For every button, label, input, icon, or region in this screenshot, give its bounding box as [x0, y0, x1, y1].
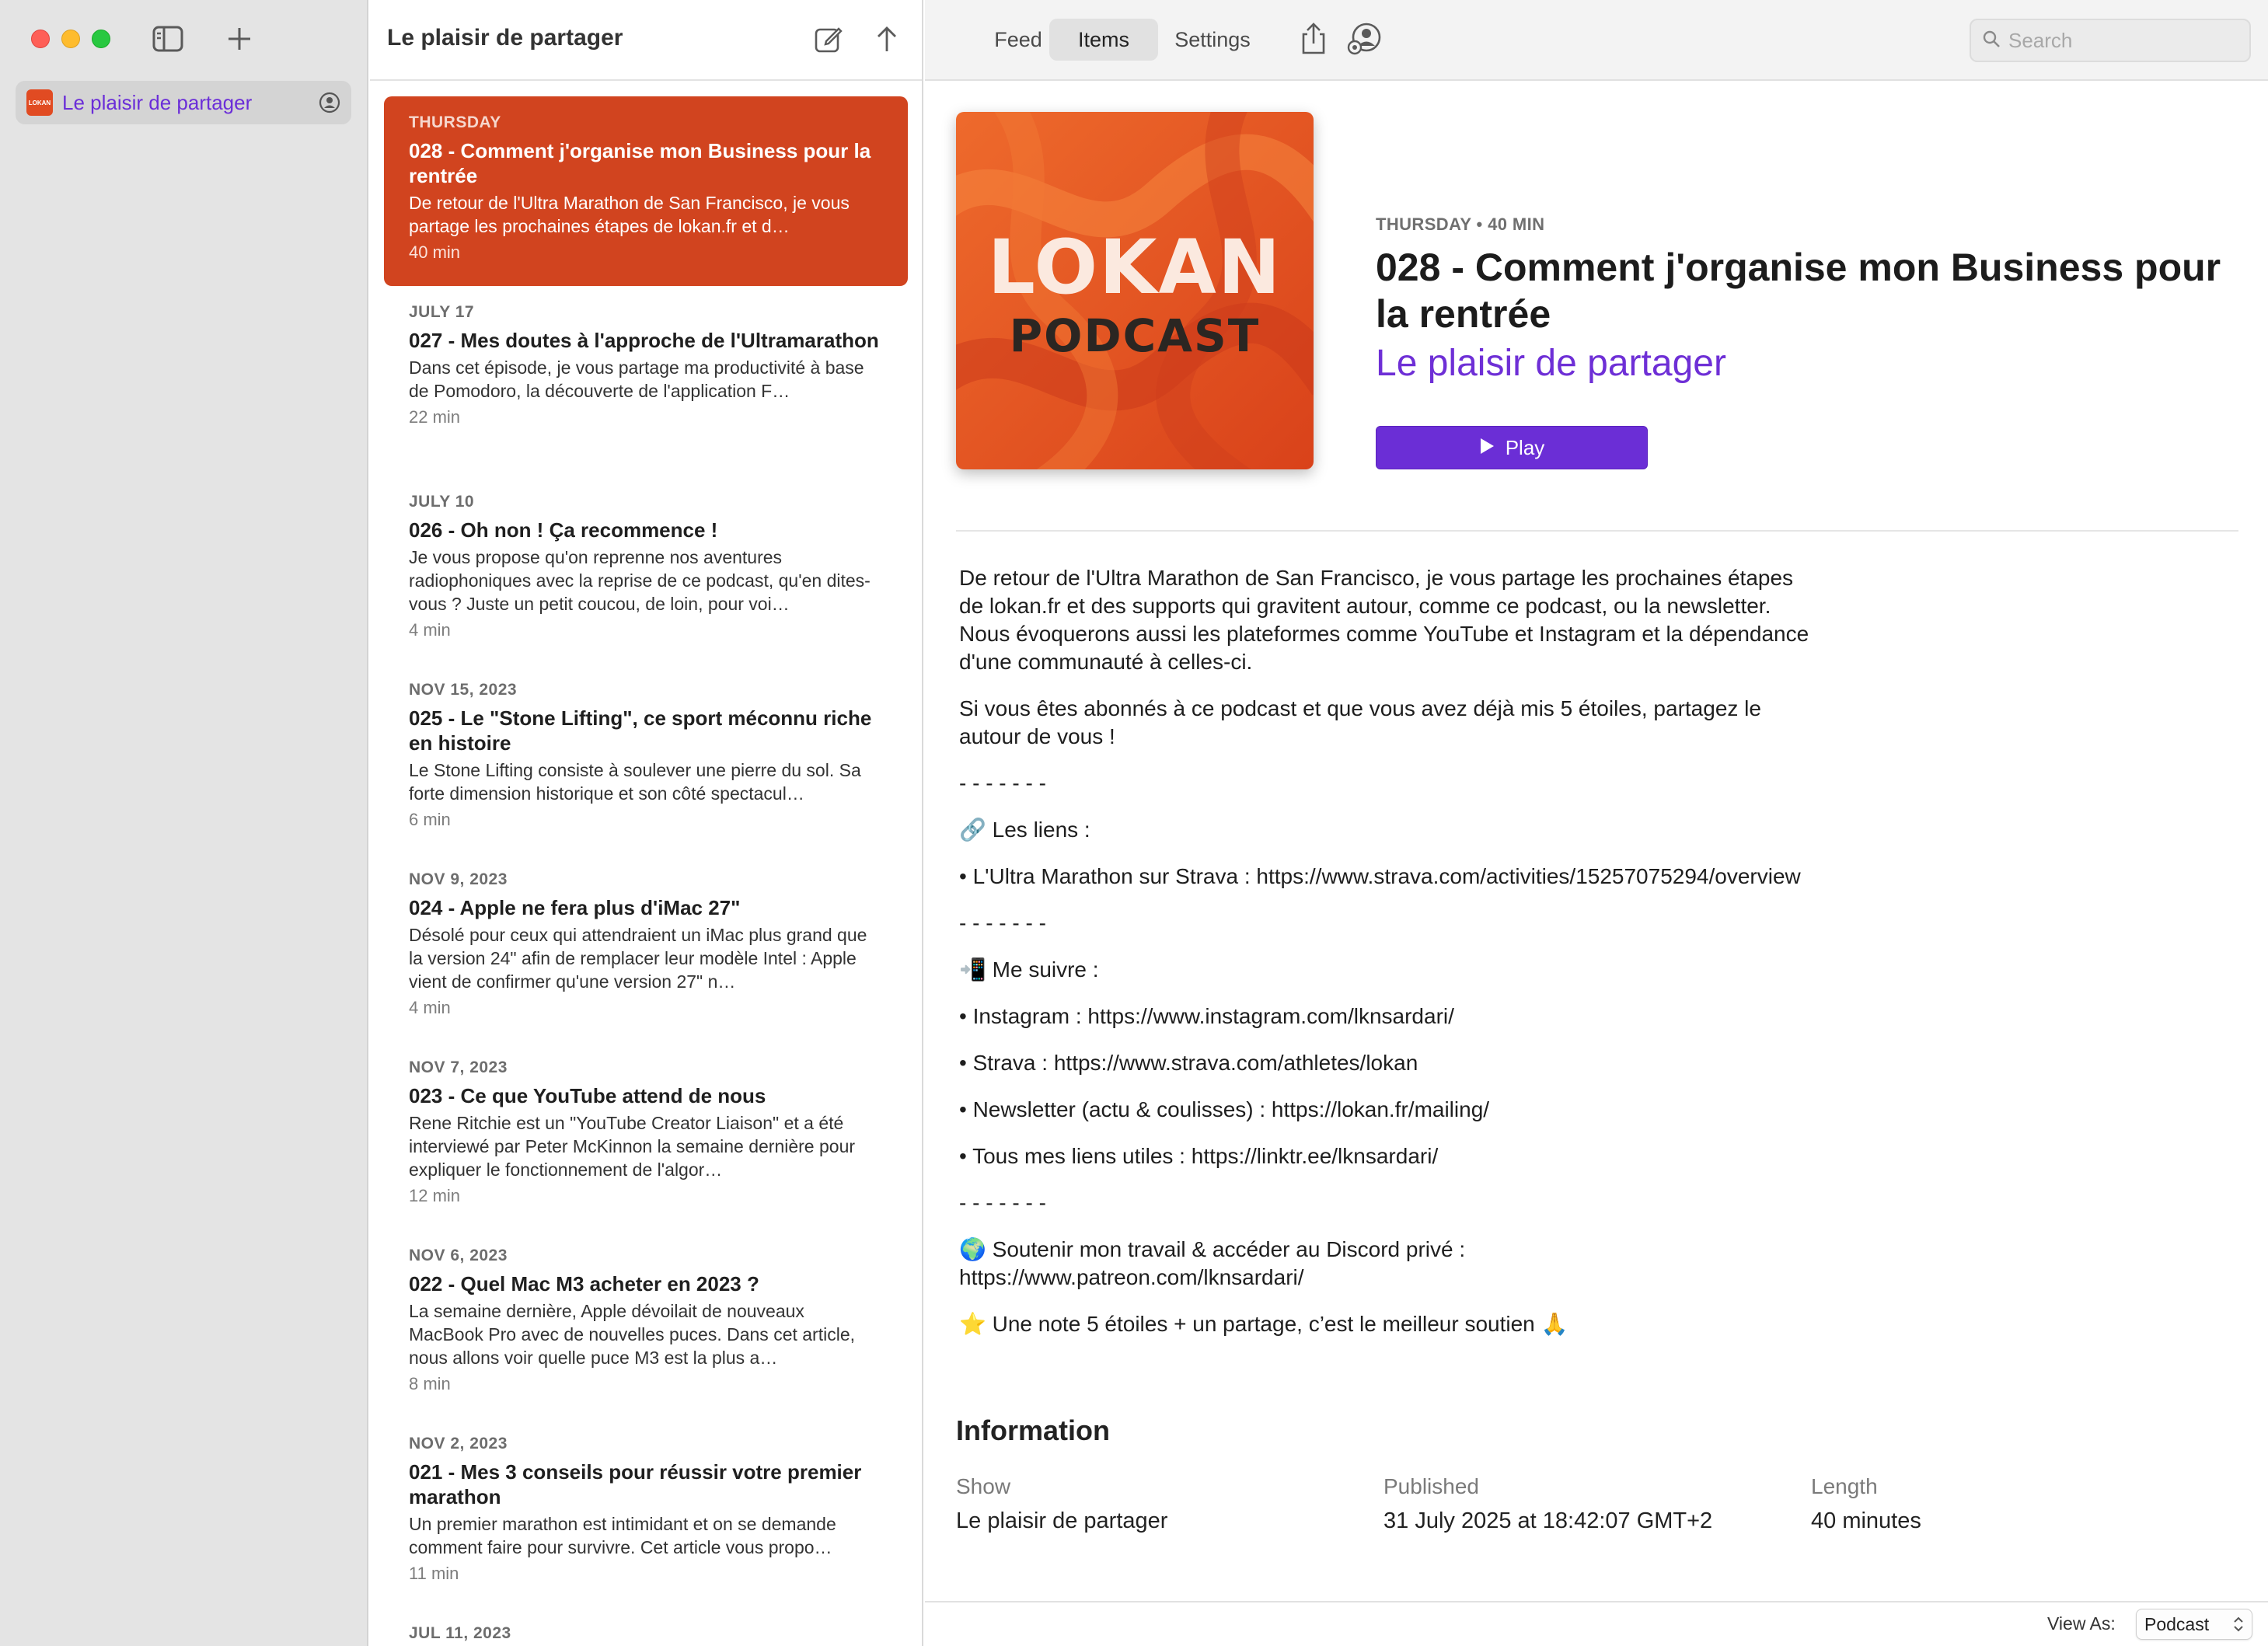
sidebar-item-feed[interactable]: [16, 81, 351, 124]
zoom-window-button[interactable]: [92, 30, 110, 48]
item-title: 022 - Quel Mac M3 acheter en 2023 ?: [409, 1272, 759, 1296]
info-label: Length: [1811, 1474, 1878, 1498]
arrow-up-icon[interactable]: [871, 23, 902, 54]
info-value: Le plaisir de partager: [956, 1508, 1168, 1533]
add-feed-icon[interactable]: [224, 22, 255, 56]
item-description: Un premier marathon est intimidant et on se demande comment faire pour survivre. Cet article vous propo…: [409, 1514, 836, 1557]
item-title: 024 - Apple ne fera plus d'iMac 27": [409, 896, 741, 919]
status-bar: [925, 1601, 2268, 1646]
link-newsletter[interactable]: • Newsletter (actu & coulisses) : https://lokan.fr/mailing/: [959, 1097, 1490, 1121]
item-title: 027 - Mes doutes à l'approche de l'Ultramarathon: [409, 329, 879, 352]
list-item[interactable]: [384, 1418, 908, 1607]
link-strava-athlete[interactable]: • Strava : https://www.strava.com/athletes/lokan: [959, 1051, 1418, 1075]
separator-text: - - - - - - -: [959, 911, 1046, 935]
item-duration: 11 min: [409, 1564, 459, 1583]
person-circle-icon: [319, 92, 340, 113]
feed-thumbnail: [26, 89, 53, 116]
item-title: 021 - Mes 3 conseils pour réussir votre premier marathon: [409, 1460, 862, 1508]
list-item[interactable]: [384, 286, 908, 476]
information-heading: Information: [956, 1414, 1110, 1446]
item-duration: 4 min: [409, 998, 451, 1017]
list-item[interactable]: [384, 1041, 908, 1229]
view-as-select[interactable]: [2136, 1609, 2252, 1640]
compose-icon[interactable]: [813, 23, 844, 54]
item-date: JULY 17: [409, 303, 475, 321]
list-item[interactable]: [384, 476, 908, 664]
list-item[interactable]: [384, 1229, 908, 1418]
info-label: Show: [956, 1474, 1011, 1498]
item-duration: 22 min: [409, 407, 461, 427]
share-icon[interactable]: [1296, 22, 1331, 56]
artwork-title: LOKAN: [987, 224, 1282, 311]
person-gear-icon[interactable]: [1346, 22, 1383, 56]
item-title: 025 - Le "Stone Lifting", ce sport méconnu riche en histoire: [409, 706, 872, 755]
item-description: Le Stone Lifting consiste à soulever une pierre du sol. Sa forte dimension historique et son côté spectacul…: [409, 760, 861, 804]
sidebar: [0, 0, 368, 1646]
info-label: Published: [1383, 1474, 1479, 1498]
close-window-button[interactable]: [31, 30, 50, 48]
item-date: THURSDAY: [409, 113, 501, 131]
minimize-window-button[interactable]: [61, 30, 80, 48]
description-paragraph: Si vous êtes abonnés à ce podcast et que vous avez déjà mis 5 étoiles, partagez le autour de vous !: [959, 696, 1761, 748]
link-patreon[interactable]: 🌍 Soutenir mon travail & accéder au Discord privé : https://www.patreon.com/lknsardari/: [959, 1237, 1466, 1289]
feed-thumbnail-text: LOKAN: [28, 99, 51, 106]
list-item[interactable]: [384, 96, 908, 286]
info-value: 40 minutes: [1811, 1508, 1921, 1533]
info-length: [1811, 1472, 1921, 1537]
list-title: Le plaisir de partager: [387, 25, 623, 51]
item-duration: 4 min: [409, 620, 451, 640]
artwork-subtitle: PODCAST: [1009, 309, 1261, 362]
search-field[interactable]: [1970, 19, 2251, 62]
item-description: Dans cet épisode, je vous partage ma productivité à base de Pomodoro, la découverte de l'application F…: [409, 357, 864, 401]
view-as-label: View As:: [2047, 1613, 2116, 1634]
link-instagram[interactable]: • Instagram : https://www.instagram.com/lknsardari/: [959, 1004, 1454, 1028]
episode-list-pane: [370, 0, 923, 1646]
chevron-up-down-icon: [2231, 1614, 2245, 1634]
description-paragraph: De retour de l'Ultra Marathon de San Francisco, je vous partage les prochaines étapes de lokan.fr et des supports qui gravitent autour, comme ce podcast, ou la newsletter. Nous évoquerons aussi les plateformes comme YouTube et Instagram et la dépendance d'une communauté à celles-ci.: [959, 566, 1809, 674]
list-header: [370, 0, 923, 81]
item-description: Désolé pour ceux qui attendraient un iMac plus grand que la version 24" afin de remplacer leur modèle Intel : Apple vient de confirmer qu'une version 27" n…: [409, 925, 867, 992]
item-duration: 12 min: [409, 1186, 461, 1205]
item-description: De retour de l'Ultra Marathon de San Francisco, je vous partage les prochaines étapes de lokan.fr et d…: [409, 193, 850, 236]
play-icon: [1479, 436, 1495, 460]
divider: [956, 530, 2238, 532]
detail-toolbar: [925, 0, 2268, 81]
search-icon: [1982, 30, 2001, 52]
list-item[interactable]: [384, 664, 908, 853]
item-duration: 6 min: [409, 810, 451, 829]
rating-note: ⭐ Une note 5 étoiles + un partage, c’est le meilleur soutien 🙏: [959, 1312, 1568, 1336]
item-description: La semaine dernière, Apple dévoilait de nouveaux MacBook Pro avec de nouvelles puces. Dans cet article, nous allons voir quelle puce M3 est la plus a…: [409, 1301, 856, 1368]
separator-text: - - - - - - -: [959, 771, 1046, 795]
tab-settings[interactable]: Settings: [1174, 27, 1251, 51]
item-date: NOV 15, 2023: [409, 681, 518, 699]
item-date: NOV 9, 2023: [409, 870, 508, 888]
sidebar-toggle-icon[interactable]: [152, 23, 183, 54]
play-label: Play: [1505, 435, 1545, 459]
item-description: Rene Ritchie est un "YouTube Creator Liaison" et a été interviewé par Peter McKinnon la semaine dernière pour expliquer le fonctionnement de l'algor…: [409, 1113, 856, 1180]
link-strava-activity[interactable]: • L'Ultra Marathon sur Strava : https://www.strava.com/activities/15257075294/overview: [959, 864, 1801, 888]
info-show: [956, 1472, 1167, 1537]
item-title: 026 - Oh non ! Ça recommence !: [409, 518, 718, 542]
item-date: NOV 2, 2023: [409, 1435, 508, 1452]
link-linktree[interactable]: • Tous mes liens utiles : https://linktr.ee/lknsardari/: [959, 1144, 1439, 1168]
separator-text: - - - - - - -: [959, 1191, 1046, 1215]
view-as-value: Podcast: [2144, 1613, 2210, 1634]
search-input[interactable]: [2008, 29, 2242, 53]
episode-detail-pane: [925, 0, 2268, 1646]
links-heading: 🔗 Les liens :: [959, 818, 1090, 842]
episode-title: 028 - Comment j'organise mon Business pour la rentrée: [1376, 246, 2221, 336]
episode-date-duration: THURSDAY • 40 MIN: [1376, 214, 1545, 234]
play-button[interactable]: [1376, 426, 1648, 469]
item-duration: 8 min: [409, 1374, 451, 1393]
sidebar-item-label: Le plaisir de partager: [62, 90, 253, 114]
item-date: JULY 10: [409, 493, 475, 511]
item-duration: 40 min: [409, 242, 461, 262]
info-value: 31 July 2025 at 18:42:07 GMT+2: [1383, 1508, 1713, 1533]
follow-heading: 📲 Me suivre :: [959, 957, 1099, 982]
info-published: [1383, 1472, 1712, 1537]
item-date: NOV 6, 2023: [409, 1247, 508, 1264]
show-link[interactable]: Le plaisir de partager: [1376, 343, 1726, 384]
item-title: 023 - Ce que YouTube attend de nous: [409, 1084, 766, 1107]
item-description: Je vous propose qu'on reprenne nos aventures radiophoniques avec la reprise de ce podcast, qu'en dites-vous ? Juste un petit coucou, de loin, pour voi…: [409, 547, 871, 614]
episode-description: [959, 564, 1814, 1357]
list-item[interactable]: [384, 1607, 908, 1646]
episode-meta: [1376, 214, 2246, 389]
podcast-artwork: [956, 112, 1314, 469]
item-date: JUL 11, 2023: [409, 1624, 511, 1642]
tab-items[interactable]: Items: [1049, 19, 1158, 61]
item-title: 028 - Comment j'organise mon Business pour la rentrée: [409, 139, 871, 187]
item-date: NOV 7, 2023: [409, 1058, 508, 1076]
list-item[interactable]: [384, 853, 908, 1041]
tab-feed[interactable]: Feed: [994, 27, 1042, 51]
